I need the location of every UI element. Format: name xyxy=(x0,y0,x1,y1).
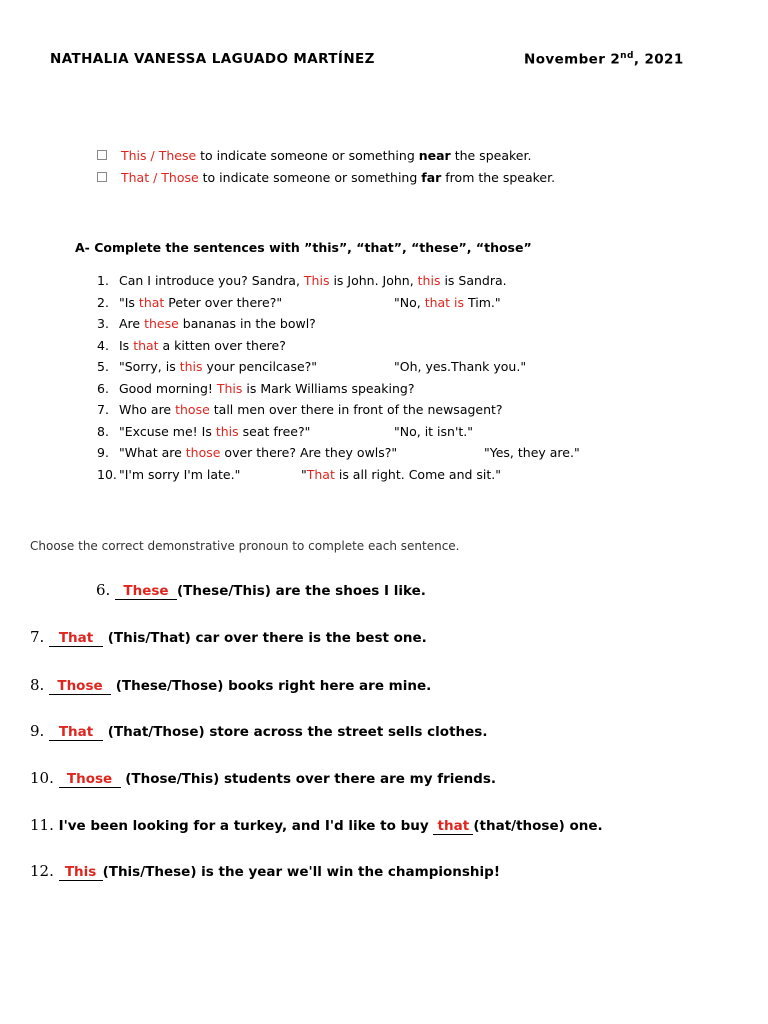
answer-word: This xyxy=(303,273,330,288)
sentence-text: Are xyxy=(119,316,145,331)
answer-word: that is xyxy=(424,295,465,310)
sentence-text: bananas in the bowl? xyxy=(178,316,316,331)
reply-text xyxy=(394,295,501,310)
choose-instruction: Choose the correct demonstrative pronoun to complete each sentence. xyxy=(30,539,460,553)
answer-word: these xyxy=(144,316,179,331)
answer-blank: That xyxy=(49,631,103,647)
sentence-text: seat free?" xyxy=(238,424,311,439)
exercise-12: 12. This (This/These) is the year we'll win the championship! xyxy=(30,862,500,880)
sentence-text: "Sorry, is xyxy=(119,359,180,374)
date: November 2nd, 2021 xyxy=(524,51,684,68)
bullet-box-icon xyxy=(97,150,107,160)
sentence-item xyxy=(97,295,282,310)
sentence-text: "Oh, yes.Thank you." xyxy=(394,359,527,374)
answer-word: those xyxy=(185,445,221,460)
sentence-text: " xyxy=(301,467,307,482)
item-number: 6. xyxy=(97,381,109,396)
sentence-text: is Sandra. xyxy=(440,273,507,288)
sentence-text: a kitten over there? xyxy=(158,338,286,353)
answer-word: that xyxy=(138,295,165,310)
exercise-11: 11. I've been looking for a turkey, and I'd like to buy that (that/those) one. xyxy=(30,816,603,834)
sentence-text: tall men over there in front of the newsagent? xyxy=(209,402,503,417)
sentence-text: is John. John, xyxy=(329,273,418,288)
item-number: 2. xyxy=(97,295,109,310)
sentence-text: is all right. Come and sit." xyxy=(334,467,502,482)
sentence-item xyxy=(97,445,397,460)
sentence-text: Is xyxy=(119,338,134,353)
item-number: 5. xyxy=(97,359,109,374)
sentence-text: "Yes, they are." xyxy=(484,445,580,460)
reply-text xyxy=(484,445,580,460)
reply-text xyxy=(394,424,473,439)
answer-blank: that xyxy=(433,819,473,835)
answer-word: that xyxy=(133,338,159,353)
item-number: 8. xyxy=(97,424,109,439)
answer-blank: These xyxy=(115,584,177,600)
answer-blank: This xyxy=(59,865,103,881)
sentence-text: Peter over there?" xyxy=(164,295,283,310)
exercise-10: 10. Those (Those/This) students over there are my friends. xyxy=(30,769,496,787)
exercise-7: 7. That (This/That) car over there is the best one. xyxy=(30,628,427,646)
sentence-text: "No, xyxy=(394,295,425,310)
reply-text xyxy=(394,359,526,374)
answer-blank: Those xyxy=(59,772,121,788)
answer-word: That xyxy=(306,467,335,482)
sentence-text: Tim." xyxy=(464,295,501,310)
student-name: NATHALIA VANESSA LAGUADO MARTÍNEZ xyxy=(50,51,375,67)
sentence-text: "Is xyxy=(119,295,139,310)
item-number: 1. xyxy=(97,273,109,288)
item-number: 4. xyxy=(97,338,109,353)
sentence-text: "I'm sorry I'm late." xyxy=(119,467,241,482)
sentence-text: "What are xyxy=(119,445,186,460)
sentence-text: Good morning! xyxy=(119,381,217,396)
answer-blank: Those xyxy=(49,679,111,695)
sentence-text: Who are xyxy=(119,402,176,417)
sentence-text: "No, it isn't." xyxy=(394,424,474,439)
item-number: 10. xyxy=(97,467,117,482)
bullet-box-icon xyxy=(97,172,107,182)
sentence-item xyxy=(97,381,414,396)
answer-word: this xyxy=(179,359,203,374)
sentence-item xyxy=(97,402,503,417)
sentence-text: your pencilcase?" xyxy=(202,359,318,374)
reply-text xyxy=(301,467,501,482)
sentence-item xyxy=(97,273,507,288)
exercise-9: 9. That (That/Those) store across the street sells clothes. xyxy=(30,722,488,740)
exercise-6: 6. These (These/This) are the shoes I like. xyxy=(96,581,426,599)
answer-word: those xyxy=(175,402,210,417)
section-a-title: A- Complete the sentences with ”this”, “that”, “these”, “those” xyxy=(75,240,532,255)
answer-word: this xyxy=(417,273,441,288)
sentence-text: over there? Are they owls?" xyxy=(220,445,398,460)
answer-blank: That xyxy=(49,725,103,741)
sentence-item xyxy=(97,467,240,482)
item-number: 9. xyxy=(97,445,109,460)
note-near: This / These to indicate someone or something near the speaker. xyxy=(97,148,531,163)
sentence-text: Can I introduce you? Sandra, xyxy=(119,273,304,288)
sentence-item xyxy=(97,359,317,374)
item-number: 7. xyxy=(97,402,109,417)
exercise-8: 8. Those (These/Those) books right here are mine. xyxy=(30,676,432,694)
sentence-item xyxy=(97,316,316,331)
sentence-text: "Excuse me! Is xyxy=(119,424,216,439)
sentence-item xyxy=(97,338,286,353)
note-far: That / Those to indicate someone or something far from the speaker. xyxy=(97,170,555,185)
answer-word: This xyxy=(216,381,243,396)
sentence-text: is Mark Williams speaking? xyxy=(242,381,415,396)
answer-word: this xyxy=(215,424,239,439)
sentence-item xyxy=(97,424,310,439)
item-number: 3. xyxy=(97,316,109,331)
